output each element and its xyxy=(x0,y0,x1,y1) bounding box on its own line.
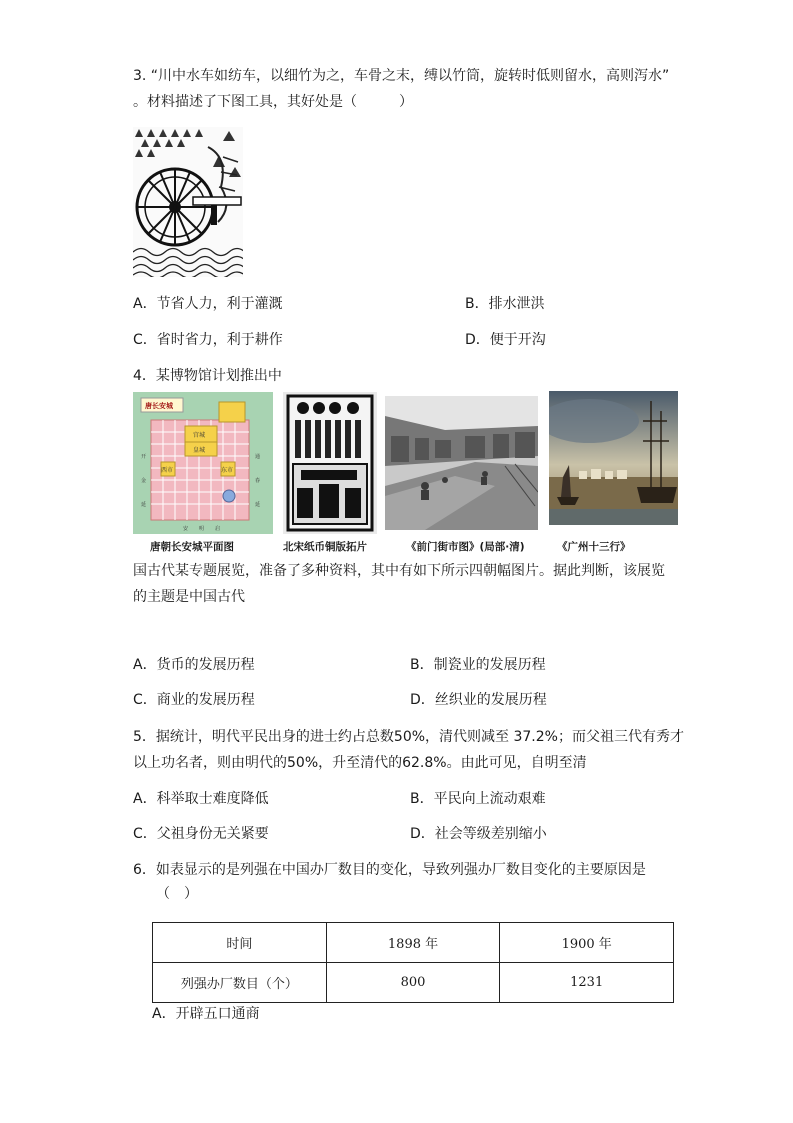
map-label-imperial: 皇城 xyxy=(193,447,206,454)
q6-stem-line1: 6．如表显示的是列强在中国办厂数目的变化，导致列强办厂数目变化的主要原因是 xyxy=(133,862,646,878)
q3-option-d: D．便于开沟 xyxy=(465,332,546,348)
table-row xyxy=(153,963,674,1003)
q5-option-d: D．社会等级差别缩小 xyxy=(410,826,547,842)
svg-text:延: 延 xyxy=(141,502,147,508)
q4-option-a: A．货币的发展历程 xyxy=(133,657,255,673)
svg-text:金: 金 xyxy=(141,478,147,484)
q4-option-b: B．制瓷业的发展历程 xyxy=(410,657,546,673)
map-label-palace: 宫城 xyxy=(193,432,206,439)
banknote-rubbing-image xyxy=(283,392,377,534)
svg-text:开: 开 xyxy=(141,454,147,460)
q4-stem-line1: 4．某博物馆计划推出中 xyxy=(133,368,282,384)
q5-option-a: A．科举取士难度降低 xyxy=(133,791,269,807)
map-label-west-market: 西市 xyxy=(161,467,174,474)
table-row-label: 列强办厂数目（个） xyxy=(153,963,327,1003)
map-label-east-market: 东市 xyxy=(221,467,234,474)
table-header-row xyxy=(153,923,674,963)
table-cell-1900: 1231 xyxy=(500,963,674,1003)
q5-stem-line1: 5．据统计，明代平民出身的进士约占总数50%，清代则减至 37.2%；而父祖三代有秀才 xyxy=(133,729,684,745)
caption-guangzhou: 《广州十三行》 xyxy=(557,541,631,553)
svg-text:启: 启 xyxy=(215,526,221,532)
q4-option-c: C．商业的发展历程 xyxy=(133,692,255,708)
svg-text:延: 延 xyxy=(255,502,261,508)
factory-count-table xyxy=(152,922,674,1003)
svg-text:通: 通 xyxy=(255,454,261,460)
q3-option-a: A．节省人力，利于灌溉 xyxy=(133,296,283,312)
q4-stem-line2: 国古代某专题展览，准备了多种资料，其中有如下所示四朝幅图片。据此判断，该展览 xyxy=(133,563,665,579)
q5-stem-line2: 以上功名者，则由明代的50%，升至清代的62.8%。由此可见，自明至清 xyxy=(133,755,587,771)
table-header-time: 时间 xyxy=(153,923,327,963)
map-title: 唐长安城 xyxy=(145,402,173,410)
q3-stem-line1: 3. “川中水车如纺车，以细竹为之，车骨之末，缚以竹筒，旋转时低则留水，高则泻水” xyxy=(133,68,670,84)
q5-option-c: C．父祖身份无关紧要 xyxy=(133,826,269,842)
q4-option-d: D．丝织业的发展历程 xyxy=(410,692,547,708)
street-scene-photo xyxy=(385,396,538,530)
q4-stem-line3: 的主题是中国古代 xyxy=(133,589,245,605)
caption-banknote: 北宋纸币铜版拓片 xyxy=(283,541,367,553)
svg-text:春: 春 xyxy=(255,478,261,484)
q3-stem-line2: 。材料描述了下图工具，其好处是（ ） xyxy=(133,94,413,110)
q3-option-c: C．省时省力，利于耕作 xyxy=(133,332,283,348)
svg-text:明: 明 xyxy=(199,526,205,532)
guangzhou-painting xyxy=(549,391,678,525)
q6-stem-line2: （ ） xyxy=(156,886,198,902)
q3-option-b: B．排水泄洪 xyxy=(465,296,545,312)
table-cell-1898: 800 xyxy=(326,963,500,1003)
caption-street-scene: 《前门街市图》(局部·清) xyxy=(406,541,525,553)
caption-changan-map: 唐朝长安城平面图 xyxy=(150,541,234,553)
table-header-1898: 1898 年 xyxy=(326,923,500,963)
q5-option-b: B．平民向上流动艰难 xyxy=(410,791,546,807)
table-header-1900: 1900 年 xyxy=(500,923,674,963)
changan-map-image xyxy=(133,392,273,534)
waterwheel-illustration xyxy=(133,127,243,277)
q6-option-a: A．开辟五口通商 xyxy=(152,1006,260,1022)
svg-text:安: 安 xyxy=(183,526,189,532)
